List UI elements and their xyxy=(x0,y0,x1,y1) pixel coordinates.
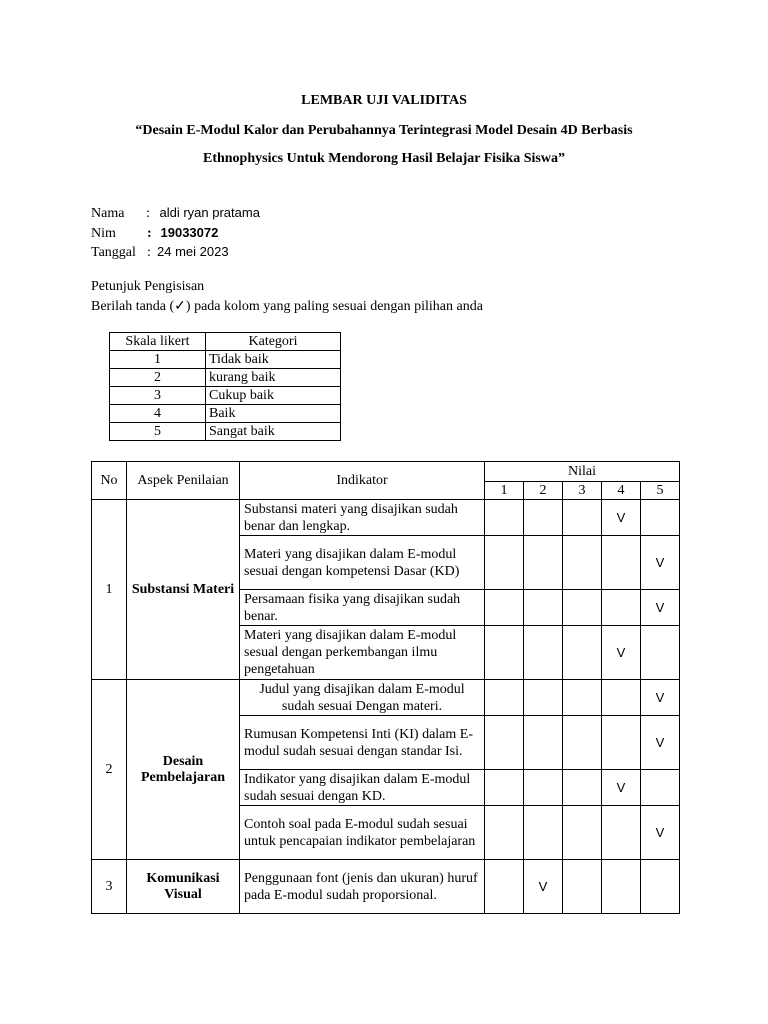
score-cell-5 xyxy=(641,716,680,770)
likert-scale-value: 3 xyxy=(110,387,206,405)
score-cell-3 xyxy=(563,590,602,626)
score-cell-4 xyxy=(602,680,641,716)
indicator-text: Contoh soal pada E-modul sudah sesuai untuk pencapaian indikator pembelajaran xyxy=(240,806,485,860)
nim-label: Nim xyxy=(91,226,116,241)
score-cell-5 xyxy=(641,806,680,860)
score-cell-3 xyxy=(563,770,602,806)
indicator-text: Substansi materi yang disajikan sudah benar dan lengkap. xyxy=(240,500,485,536)
score-cell-1 xyxy=(485,680,524,716)
indicator-text: Rumusan Kompetensi Inti (KI) dalam E-modul sudah sesuai dengan standar Isi. xyxy=(240,716,485,770)
score-cell-2 xyxy=(524,806,563,860)
header-aspek: Aspek Penilaian xyxy=(127,462,240,500)
score-cell-5 xyxy=(641,500,680,536)
score-cell-1 xyxy=(485,500,524,536)
nim-value: 19033072 xyxy=(160,225,219,240)
score-cell-5 xyxy=(641,536,680,590)
likert-row xyxy=(110,387,341,405)
check-mark: V xyxy=(655,600,665,615)
score-cell-3 xyxy=(563,536,602,590)
score-cell-5 xyxy=(641,860,680,914)
likert-row xyxy=(110,423,341,441)
header-score-5: 5 xyxy=(641,482,680,500)
aspect-name: Substansi Materi xyxy=(127,500,240,680)
nim-colon: : xyxy=(147,226,152,241)
indicator-text: Materi yang disajikan dalam E-modul sesual dengan perkembangan ilmu pengetahuan xyxy=(240,626,485,680)
header-no: No xyxy=(92,462,127,500)
likert-category: Baik xyxy=(206,405,341,423)
nama-label: Nama xyxy=(91,206,125,221)
identity-nim xyxy=(91,225,218,242)
header-score-3: 3 xyxy=(563,482,602,500)
assessment-row xyxy=(92,860,680,914)
score-cell-3 xyxy=(563,626,602,680)
score-cell-1 xyxy=(485,770,524,806)
score-cell-5 xyxy=(641,626,680,680)
assessment-table xyxy=(91,461,680,914)
check-mark: V xyxy=(538,879,548,894)
likert-row xyxy=(110,351,341,369)
identity-nama xyxy=(91,205,260,222)
aspect-name: Komunikasi Visual xyxy=(127,860,240,914)
score-cell-3 xyxy=(563,860,602,914)
score-cell-1 xyxy=(485,806,524,860)
document-subtitle-line1: “Desain E-Modul Kalor dan Perubahannya Terintegrasi Model Desain 4D Berbasis xyxy=(135,123,633,138)
score-cell-1 xyxy=(485,626,524,680)
score-cell-1 xyxy=(485,590,524,626)
likert-scale-value: 4 xyxy=(110,405,206,423)
score-cell-2 xyxy=(524,536,563,590)
likert-scale-value: 2 xyxy=(110,369,206,387)
likert-row xyxy=(110,405,341,423)
check-mark: V xyxy=(616,780,626,795)
nama-value: aldi ryan pratama xyxy=(159,205,260,220)
row-number: 1 xyxy=(92,500,127,680)
instructions-heading: Petunjuk Pengisisan xyxy=(91,279,205,294)
document-subtitle-line2: Ethnophysics Untuk Mendorong Hasil Belajar Fisika Siswa” xyxy=(202,151,565,166)
header-indikator: Indikator xyxy=(240,462,485,500)
score-cell-3 xyxy=(563,716,602,770)
instructions-text: Berilah tanda (✓) pada kolom yang paling sesuai dengan pilihan anda xyxy=(91,299,483,314)
score-cell-2 xyxy=(524,626,563,680)
score-cell-3 xyxy=(563,806,602,860)
check-mark: V xyxy=(655,825,665,840)
assessment-body xyxy=(92,500,680,914)
score-cell-3 xyxy=(563,680,602,716)
indicator-text: Penggunaan font (jenis dan ukuran) huruf pada E-modul sudah proporsional. xyxy=(240,860,485,914)
likert-header-category: Kategori xyxy=(206,333,341,351)
score-cell-2 xyxy=(524,590,563,626)
score-cell-3 xyxy=(563,500,602,536)
indicator-text: Judul yang disajikan dalam E-modul sudah sesuai Dengan materi. xyxy=(240,680,485,716)
header-score-2: 2 xyxy=(524,482,563,500)
score-cell-2 xyxy=(524,500,563,536)
check-mark: V xyxy=(655,555,665,570)
aspect-name: Desain Pembelajaran xyxy=(127,680,240,860)
document-title: LEMBAR UJI VALIDITAS xyxy=(301,93,467,108)
likert-scale-value: 5 xyxy=(110,423,206,441)
indicator-text: Indikator yang disajikan dalam E-modul sudah sesuai dengan KD. xyxy=(240,770,485,806)
indicator-text: Materi yang disajikan dalam E-modul sesuai dengan kompetensi Dasar (KD) xyxy=(240,536,485,590)
score-cell-4 xyxy=(602,806,641,860)
likert-row xyxy=(110,369,341,387)
assessment-row xyxy=(92,680,680,716)
tanggal-label: Tanggal xyxy=(91,245,136,260)
score-cell-5 xyxy=(641,680,680,716)
nama-colon: : xyxy=(146,206,150,221)
score-cell-2 xyxy=(524,716,563,770)
likert-category: Cukup baik xyxy=(206,387,341,405)
header-score-1: 1 xyxy=(485,482,524,500)
row-number: 2 xyxy=(92,680,127,860)
check-mark: V xyxy=(616,645,626,660)
score-cell-4 xyxy=(602,500,641,536)
assessment-row xyxy=(92,500,680,536)
likert-category: kurang baik xyxy=(206,369,341,387)
score-cell-4 xyxy=(602,716,641,770)
score-cell-1 xyxy=(485,716,524,770)
assessment-header-row xyxy=(92,462,680,482)
check-mark: V xyxy=(655,735,665,750)
score-cell-5 xyxy=(641,590,680,626)
score-cell-2 xyxy=(524,680,563,716)
likert-header-scale: Skala likert xyxy=(110,333,206,351)
score-cell-1 xyxy=(485,860,524,914)
likert-scale-table xyxy=(109,332,341,441)
header-score-4: 4 xyxy=(602,482,641,500)
identity-tanggal xyxy=(91,244,229,261)
score-cell-4 xyxy=(602,770,641,806)
tanggal-value: 24 mei 2023 xyxy=(157,244,229,259)
score-cell-4 xyxy=(602,626,641,680)
score-cell-5 xyxy=(641,770,680,806)
tanggal-colon: : xyxy=(147,245,151,260)
check-mark: V xyxy=(655,690,665,705)
likert-category: Tidak baik xyxy=(206,351,341,369)
likert-scale-value: 1 xyxy=(110,351,206,369)
score-cell-2 xyxy=(524,770,563,806)
likert-header-row xyxy=(110,333,341,351)
score-cell-2 xyxy=(524,860,563,914)
score-cell-4 xyxy=(602,590,641,626)
check-mark: V xyxy=(616,510,626,525)
score-cell-1 xyxy=(485,536,524,590)
indicator-text: Persamaan fisika yang disajikan sudah benar. xyxy=(240,590,485,626)
likert-category: Sangat baik xyxy=(206,423,341,441)
score-cell-4 xyxy=(602,860,641,914)
header-nilai: Nilai xyxy=(485,462,680,482)
row-number: 3 xyxy=(92,860,127,914)
score-cell-4 xyxy=(602,536,641,590)
